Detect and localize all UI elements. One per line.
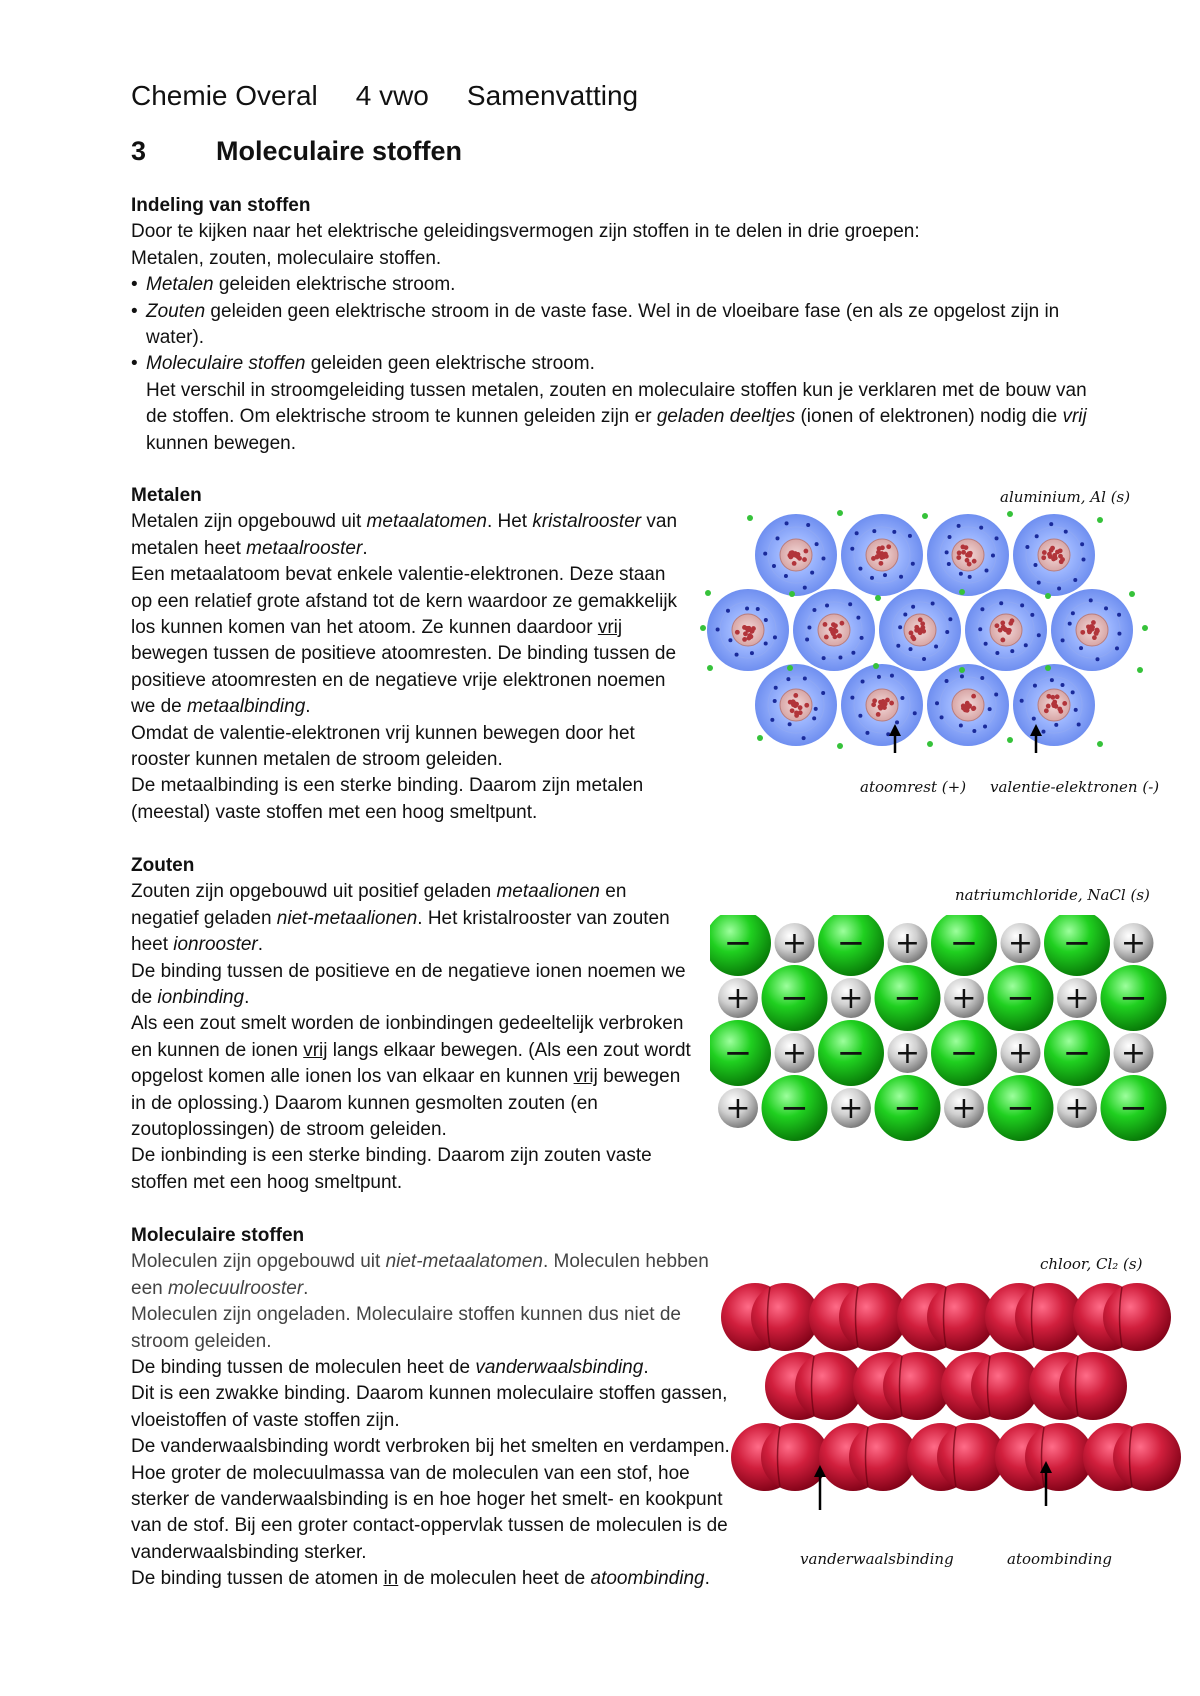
section-title: Moleculaire stoffen xyxy=(131,1225,305,1246)
svg-text:−: − xyxy=(723,1033,753,1073)
valence-electron xyxy=(757,735,763,741)
paragraph: De binding tussen de positieve en de negatieve ionen noemen we de ionbinding. xyxy=(131,960,686,1009)
chloride-ion xyxy=(988,965,1054,1031)
ion-grid xyxy=(710,915,1167,1141)
chloride-ion xyxy=(875,965,941,1031)
cl2-molecule xyxy=(985,1283,1083,1351)
metal-atoms xyxy=(707,514,1133,746)
valence-electron xyxy=(1045,665,1051,671)
metal-atom xyxy=(841,664,923,746)
chloride-ion xyxy=(710,915,771,976)
label-atoomrest: atoomrest (+) xyxy=(860,778,967,796)
svg-text:−: − xyxy=(1006,1088,1035,1128)
svg-text:+: + xyxy=(1064,981,1090,1016)
metal-atom xyxy=(879,589,961,671)
svg-text:−: − xyxy=(836,923,866,963)
intro-line-2: Metalen, zouten, moleculaire stoffen. xyxy=(131,247,442,269)
section-indeling xyxy=(131,193,1091,457)
chloride-ion xyxy=(931,1020,997,1086)
svg-text:+: + xyxy=(781,1036,808,1071)
paragraph: De ionbinding is een sterke binding. Daarom zijn zouten vaste stoffen met een hoog smeltpunt. xyxy=(131,1145,652,1193)
paragraph: De metaalbinding is een sterke binding. Daarom zijn metalen (meestal) vaste stoffen met een hoog smeltpunt. xyxy=(131,775,644,823)
cl2-molecule xyxy=(853,1352,951,1420)
figure-caption-aluminium: aluminium, Al (s) xyxy=(1000,488,1131,506)
metal-atom xyxy=(755,664,837,746)
sodium-ion xyxy=(718,978,758,1018)
cl2-molecule xyxy=(1073,1283,1171,1351)
valence-electron xyxy=(1007,511,1013,517)
metal-atom xyxy=(841,514,923,596)
section-moleculair xyxy=(131,1223,731,1593)
section-metalen xyxy=(131,483,681,826)
section-title: Metalen xyxy=(131,485,202,506)
sodium-ion xyxy=(944,978,984,1018)
valence-electron xyxy=(922,513,928,519)
cl2-molecule xyxy=(907,1423,1005,1491)
chloride-ion xyxy=(818,915,884,976)
metal-atom xyxy=(927,514,1009,596)
svg-text:−: − xyxy=(949,923,979,963)
svg-text:−: − xyxy=(1006,978,1035,1018)
sodium-ion xyxy=(1057,978,1097,1018)
svg-text:+: + xyxy=(1120,1036,1147,1071)
section-title: Zouten xyxy=(131,855,195,876)
header-book: Chemie Overal xyxy=(131,80,318,111)
valence-electron xyxy=(700,625,706,631)
list-item xyxy=(131,272,1091,298)
valence-electron xyxy=(959,589,965,595)
list-text: geleiden geen elektrische stroom in de vaste fase. Wel in de vloeibare fase (en als ze opgelost zijn in water). xyxy=(146,300,1060,349)
paragraph: Als een zout smelt worden de ionbindingen gedeeltelijk verbroken en kunnen de ionen vrij langs elkaar bewegen. (Als een zout wordt opgelost komen alle ionen los van elkaar en kunnen vrij bewegen in de oplossing.) Daarom kunnen gesmolten zouten (en zoutoplossingen) de stroom geleiden. xyxy=(131,1013,691,1141)
valence-electron xyxy=(707,665,713,671)
label-valentie-elektronen: valentie-elektronen (-) xyxy=(990,778,1160,796)
paragraph: Zouten zijn opgebouwd uit positief geladen metaalionen en negatief geladen niet-metaalionen. Het kristalrooster van zouten heet ionrooster. xyxy=(131,881,670,956)
chapter-name: Moleculaire stoffen xyxy=(216,136,463,166)
metal-atom xyxy=(793,589,875,671)
sodium-ion xyxy=(1001,923,1041,963)
chloride-ion xyxy=(1101,1075,1167,1141)
chloride-ion xyxy=(875,1075,941,1141)
valence-electron xyxy=(1142,625,1148,631)
valence-electron xyxy=(873,663,879,669)
explanation: Het verschil in stroomgeleiding tussen metalen, zouten en moleculaire stoffen kun je verklaren met de bouw van de stoffen. Om elektrische stroom te kunnen geleiden zijn er geladen deeltjes (ionen of elektronen) nodig die vrij kunnen bewegen. xyxy=(146,379,1087,454)
header-type: Samenvatting xyxy=(466,80,639,111)
cl2-molecule xyxy=(995,1423,1093,1491)
paragraph: De vanderwaalsbinding wordt verbroken bij het smelten en verdampen. Hoe groter de molecuulmassa van de moleculen van een stof, hoe sterker de vanderwaalsbinding is en hoe hoger het smelt- en kookpunt van de stof. Bij een groter contact-oppervlak tussen de moleculen is de vanderwaalsbinding sterker. xyxy=(131,1436,730,1563)
svg-text:−: − xyxy=(1062,1033,1092,1073)
list-text: geleiden elektrische stroom. xyxy=(213,274,456,296)
svg-text:+: + xyxy=(894,1036,921,1071)
paragraph: Dit is een zwakke binding. Daarom kunnen moleculaire stoffen gassen, vloeistoffen of vaste stoffen zijn. xyxy=(131,1383,728,1431)
list-term: Moleculaire stoffen xyxy=(146,353,306,375)
metal-lattice-figure xyxy=(700,508,1180,758)
chapter-number: 3 xyxy=(131,136,147,166)
cl2-molecule xyxy=(1083,1423,1181,1491)
valence-electron xyxy=(1097,517,1103,523)
paragraph: Moleculen zijn opgebouwd uit niet-metaalatomen. Moleculen hebben een molecuulrooster. xyxy=(131,1251,709,1299)
list-term: Metalen xyxy=(146,274,214,296)
chloride-ion xyxy=(762,965,828,1031)
cl2-molecule xyxy=(765,1352,863,1420)
sodium-ion xyxy=(1114,923,1154,963)
cl2-molecule xyxy=(941,1352,1039,1420)
valence-electron xyxy=(1097,741,1103,747)
list-text: geleiden geen elektrische stroom. xyxy=(305,353,595,375)
svg-text:−: − xyxy=(836,1033,866,1073)
paragraph: Een metaalatoom bevat enkele valentie-elektronen. Deze staan op een relatief grote afstand tot de kern waardoor ze gemakkelijk los kunnen komen van het atoom. Ze kunnen daardoor vrij bewegen tussen de positieve atoomresten. De binding tussen de positieve atoomresten en de negatieve vrije elektronen noemen we de metaalbinding. xyxy=(131,564,678,718)
cl2-molecule xyxy=(1029,1352,1127,1420)
valence-electron xyxy=(747,515,753,521)
paragraph: De binding tussen de atomen in de moleculen heet de atoombinding. xyxy=(131,1568,710,1590)
valence-electron xyxy=(927,741,933,747)
svg-text:+: + xyxy=(725,981,751,1016)
cl2-molecule xyxy=(897,1283,995,1351)
paragraph: De binding tussen de moleculen heet de vanderwaalsbinding. xyxy=(131,1357,649,1379)
svg-text:+: + xyxy=(838,1091,864,1126)
svg-text:+: + xyxy=(1064,1091,1090,1126)
header-level: 4 vwo xyxy=(355,80,429,111)
valence-electron xyxy=(789,591,795,597)
list-item xyxy=(131,351,1091,457)
sodium-ion xyxy=(888,923,928,963)
group-list xyxy=(131,272,1091,457)
metal-atom xyxy=(755,514,837,596)
chloride-ion xyxy=(988,1075,1054,1141)
valence-electron xyxy=(837,510,843,516)
sodium-ion xyxy=(831,1088,871,1128)
valence-electron xyxy=(1007,737,1013,743)
sodium-ion xyxy=(1057,1088,1097,1128)
metal-atom xyxy=(965,589,1047,671)
label-atoombinding: atoombinding xyxy=(1007,1550,1112,1568)
page-header xyxy=(131,80,676,112)
intro-line-1: Door te kijken naar het elektrische geleidingsvermogen zijn stoffen in te delen in drie groepen: xyxy=(131,221,920,243)
cl2-molecule xyxy=(809,1283,907,1351)
svg-text:+: + xyxy=(951,1091,977,1126)
svg-text:+: + xyxy=(725,1091,751,1126)
sodium-ion xyxy=(775,923,815,963)
svg-text:+: + xyxy=(1007,1036,1034,1071)
label-vanderwaalsbinding: vanderwaalsbinding xyxy=(800,1550,954,1568)
svg-text:−: − xyxy=(1119,978,1148,1018)
svg-text:+: + xyxy=(894,926,921,961)
metal-atom xyxy=(1051,589,1133,671)
list-term: Zouten xyxy=(146,300,206,322)
chloride-ion xyxy=(1044,1020,1110,1086)
molecular-lattice-figure xyxy=(720,1272,1190,1512)
svg-text:−: − xyxy=(893,978,922,1018)
section-zouten xyxy=(131,853,696,1196)
paragraph: Metalen zijn opgebouwd uit metaalatomen. Het kristalrooster van metalen heet metaalrooster. xyxy=(131,511,678,559)
figure-caption-chloor: chloor, Cl₂ (s) xyxy=(1040,1255,1143,1273)
metal-atom xyxy=(927,664,1009,746)
valence-electron xyxy=(837,743,843,749)
sodium-ion xyxy=(1001,1033,1041,1073)
valence-electron xyxy=(875,595,881,601)
valence-electron xyxy=(787,665,793,671)
valence-electron xyxy=(1137,667,1143,673)
sodium-ion xyxy=(1114,1033,1154,1073)
sodium-ion xyxy=(888,1033,928,1073)
chloride-ion xyxy=(1101,965,1167,1031)
metal-atom xyxy=(707,589,789,671)
chloride-ion xyxy=(818,1020,884,1086)
cl2-molecule xyxy=(721,1283,819,1351)
chloride-ion xyxy=(1044,915,1110,976)
svg-text:+: + xyxy=(781,926,808,961)
svg-text:−: − xyxy=(1062,923,1092,963)
svg-text:−: − xyxy=(1119,1088,1148,1128)
chloride-ion xyxy=(710,1020,771,1086)
metal-atom xyxy=(1013,664,1095,746)
paragraph: Moleculen zijn ongeladen. Moleculaire stoffen kunnen dus niet de stroom geleiden. xyxy=(131,1304,681,1352)
svg-text:+: + xyxy=(951,981,977,1016)
section-title: Indeling van stoffen xyxy=(131,195,311,216)
svg-text:+: + xyxy=(1120,926,1147,961)
cl2-molecules xyxy=(721,1283,1181,1491)
sodium-ion xyxy=(831,978,871,1018)
chapter-title xyxy=(131,136,462,167)
valence-electron xyxy=(705,590,711,596)
sodium-ion xyxy=(775,1033,815,1073)
figure-caption-nacl: natriumchloride, NaCl (s) xyxy=(955,886,1150,904)
valence-electron xyxy=(959,667,965,673)
paragraph: Omdat de valentie-elektronen vrij kunnen bewegen door het rooster kunnen metalen de stroom geleiden. xyxy=(131,722,635,771)
cl2-molecule xyxy=(819,1423,917,1491)
svg-text:−: − xyxy=(723,923,753,963)
chloride-ion xyxy=(762,1075,828,1141)
chloride-ion xyxy=(931,915,997,976)
svg-text:−: − xyxy=(893,1088,922,1128)
valence-electron xyxy=(1045,593,1051,599)
list-item xyxy=(131,299,1091,352)
svg-text:+: + xyxy=(1007,926,1034,961)
svg-text:+: + xyxy=(838,981,864,1016)
ion-lattice-figure xyxy=(710,915,1180,1155)
svg-text:−: − xyxy=(780,978,809,1018)
svg-text:−: − xyxy=(780,1088,809,1128)
valence-electron xyxy=(1129,591,1135,597)
sodium-ion xyxy=(944,1088,984,1128)
cl2-molecule xyxy=(731,1423,829,1491)
svg-text:−: − xyxy=(949,1033,979,1073)
metal-atom xyxy=(1013,514,1095,596)
sodium-ion xyxy=(718,1088,758,1128)
